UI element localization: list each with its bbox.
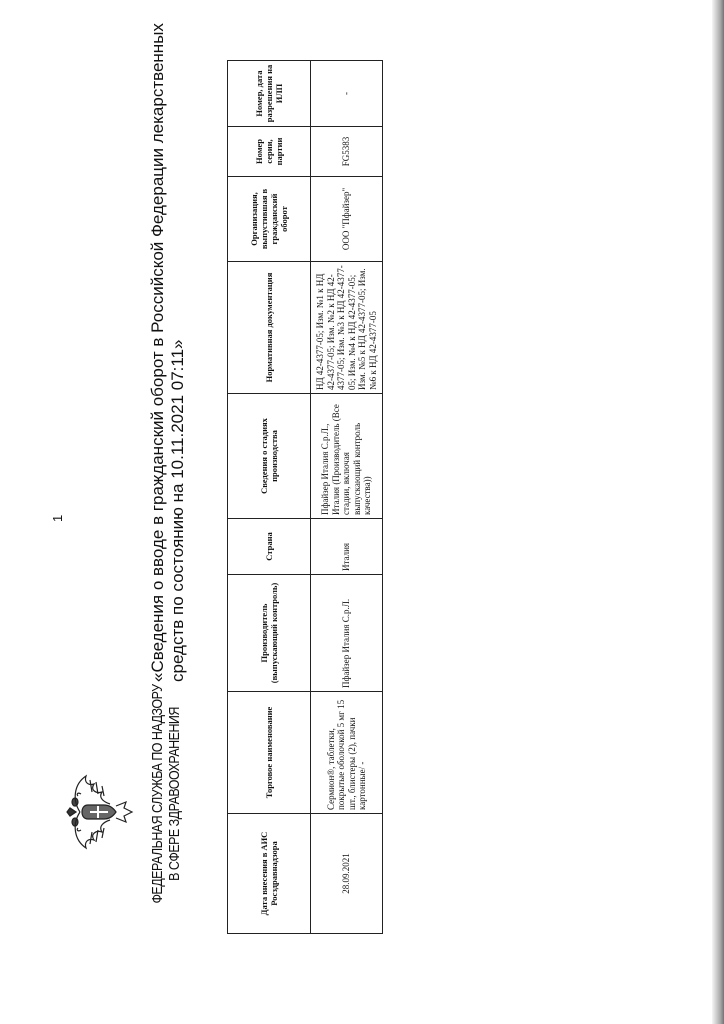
double-headed-eagle-emblem-icon [66, 772, 136, 852]
registry-table [227, 60, 383, 934]
cell-stages: Пфайзер Италия С.р.Л., Италия (Производитель (Все стадии, включая выпускающий контроль качества)) [311, 394, 383, 519]
cell-manufacturer: Пфайзер Италия С.р.Л. [311, 575, 383, 692]
document-title-line1: «Сведения о вводе в гражданский оборот в Российской Федерации лекарственных [148, 23, 167, 682]
document-title [148, 23, 188, 682]
header-manufacturer: Производитель (выпускающий контроль) [228, 575, 311, 692]
header-trade-name: Торговое наименование [228, 692, 311, 814]
table-row [311, 61, 383, 934]
page-number: 1 [50, 514, 65, 522]
header-country: Страна [228, 519, 311, 575]
cell-organization: ООО "Пфайзер" [311, 177, 383, 262]
header-date: Дата внесения в АИС Росздравнадзора [228, 814, 311, 934]
cell-series: FG5383 [311, 127, 383, 177]
header-normative-docs: Нормативная документация [228, 262, 311, 394]
agency-name-line2: В СФЕРЕ ЗДРАВООХРАНЕНИЯ [167, 707, 183, 881]
agency-name-line1: ФЕДЕРАЛЬНАЯ СЛУЖБА ПО НАДЗОРУ [150, 684, 166, 904]
header-permit: Номер, дата разрешения на ИЛП [228, 61, 311, 127]
table-header-row [228, 61, 311, 934]
header-series: Номер серии, партии [228, 127, 311, 177]
cell-trade-name: Сермион®, таблетки, покрытые оболочкой 5 мг 15 шт., блистеры (2), пачки картонные/ - [311, 692, 383, 814]
scan-edge-shadow [712, 0, 724, 1024]
header-stages: Сведения о стадиях производства [228, 394, 311, 519]
header-organization: Организация, выпустившая в гражданский оборот [228, 177, 311, 262]
cell-permit: - [311, 61, 383, 127]
document-title-line2: средств по состоянию на 10.11.2021 07:11» [168, 339, 187, 682]
cell-country: Италия [311, 519, 383, 575]
cell-normative-docs: НД 42-4377-05; Изм. №1 к НД 42-4377-05; Изм. №2 к НД 42-4377-05; Изм. №3 к НД 42-4377-05; Изм. №4 к НД 42-4377-05; Изм. №5 к НД 42-4377-05; Изм. №6 к НД 42-4377-05 [311, 262, 383, 394]
agency-name [150, 674, 184, 915]
cell-date: 28.09.2021 [311, 814, 383, 934]
